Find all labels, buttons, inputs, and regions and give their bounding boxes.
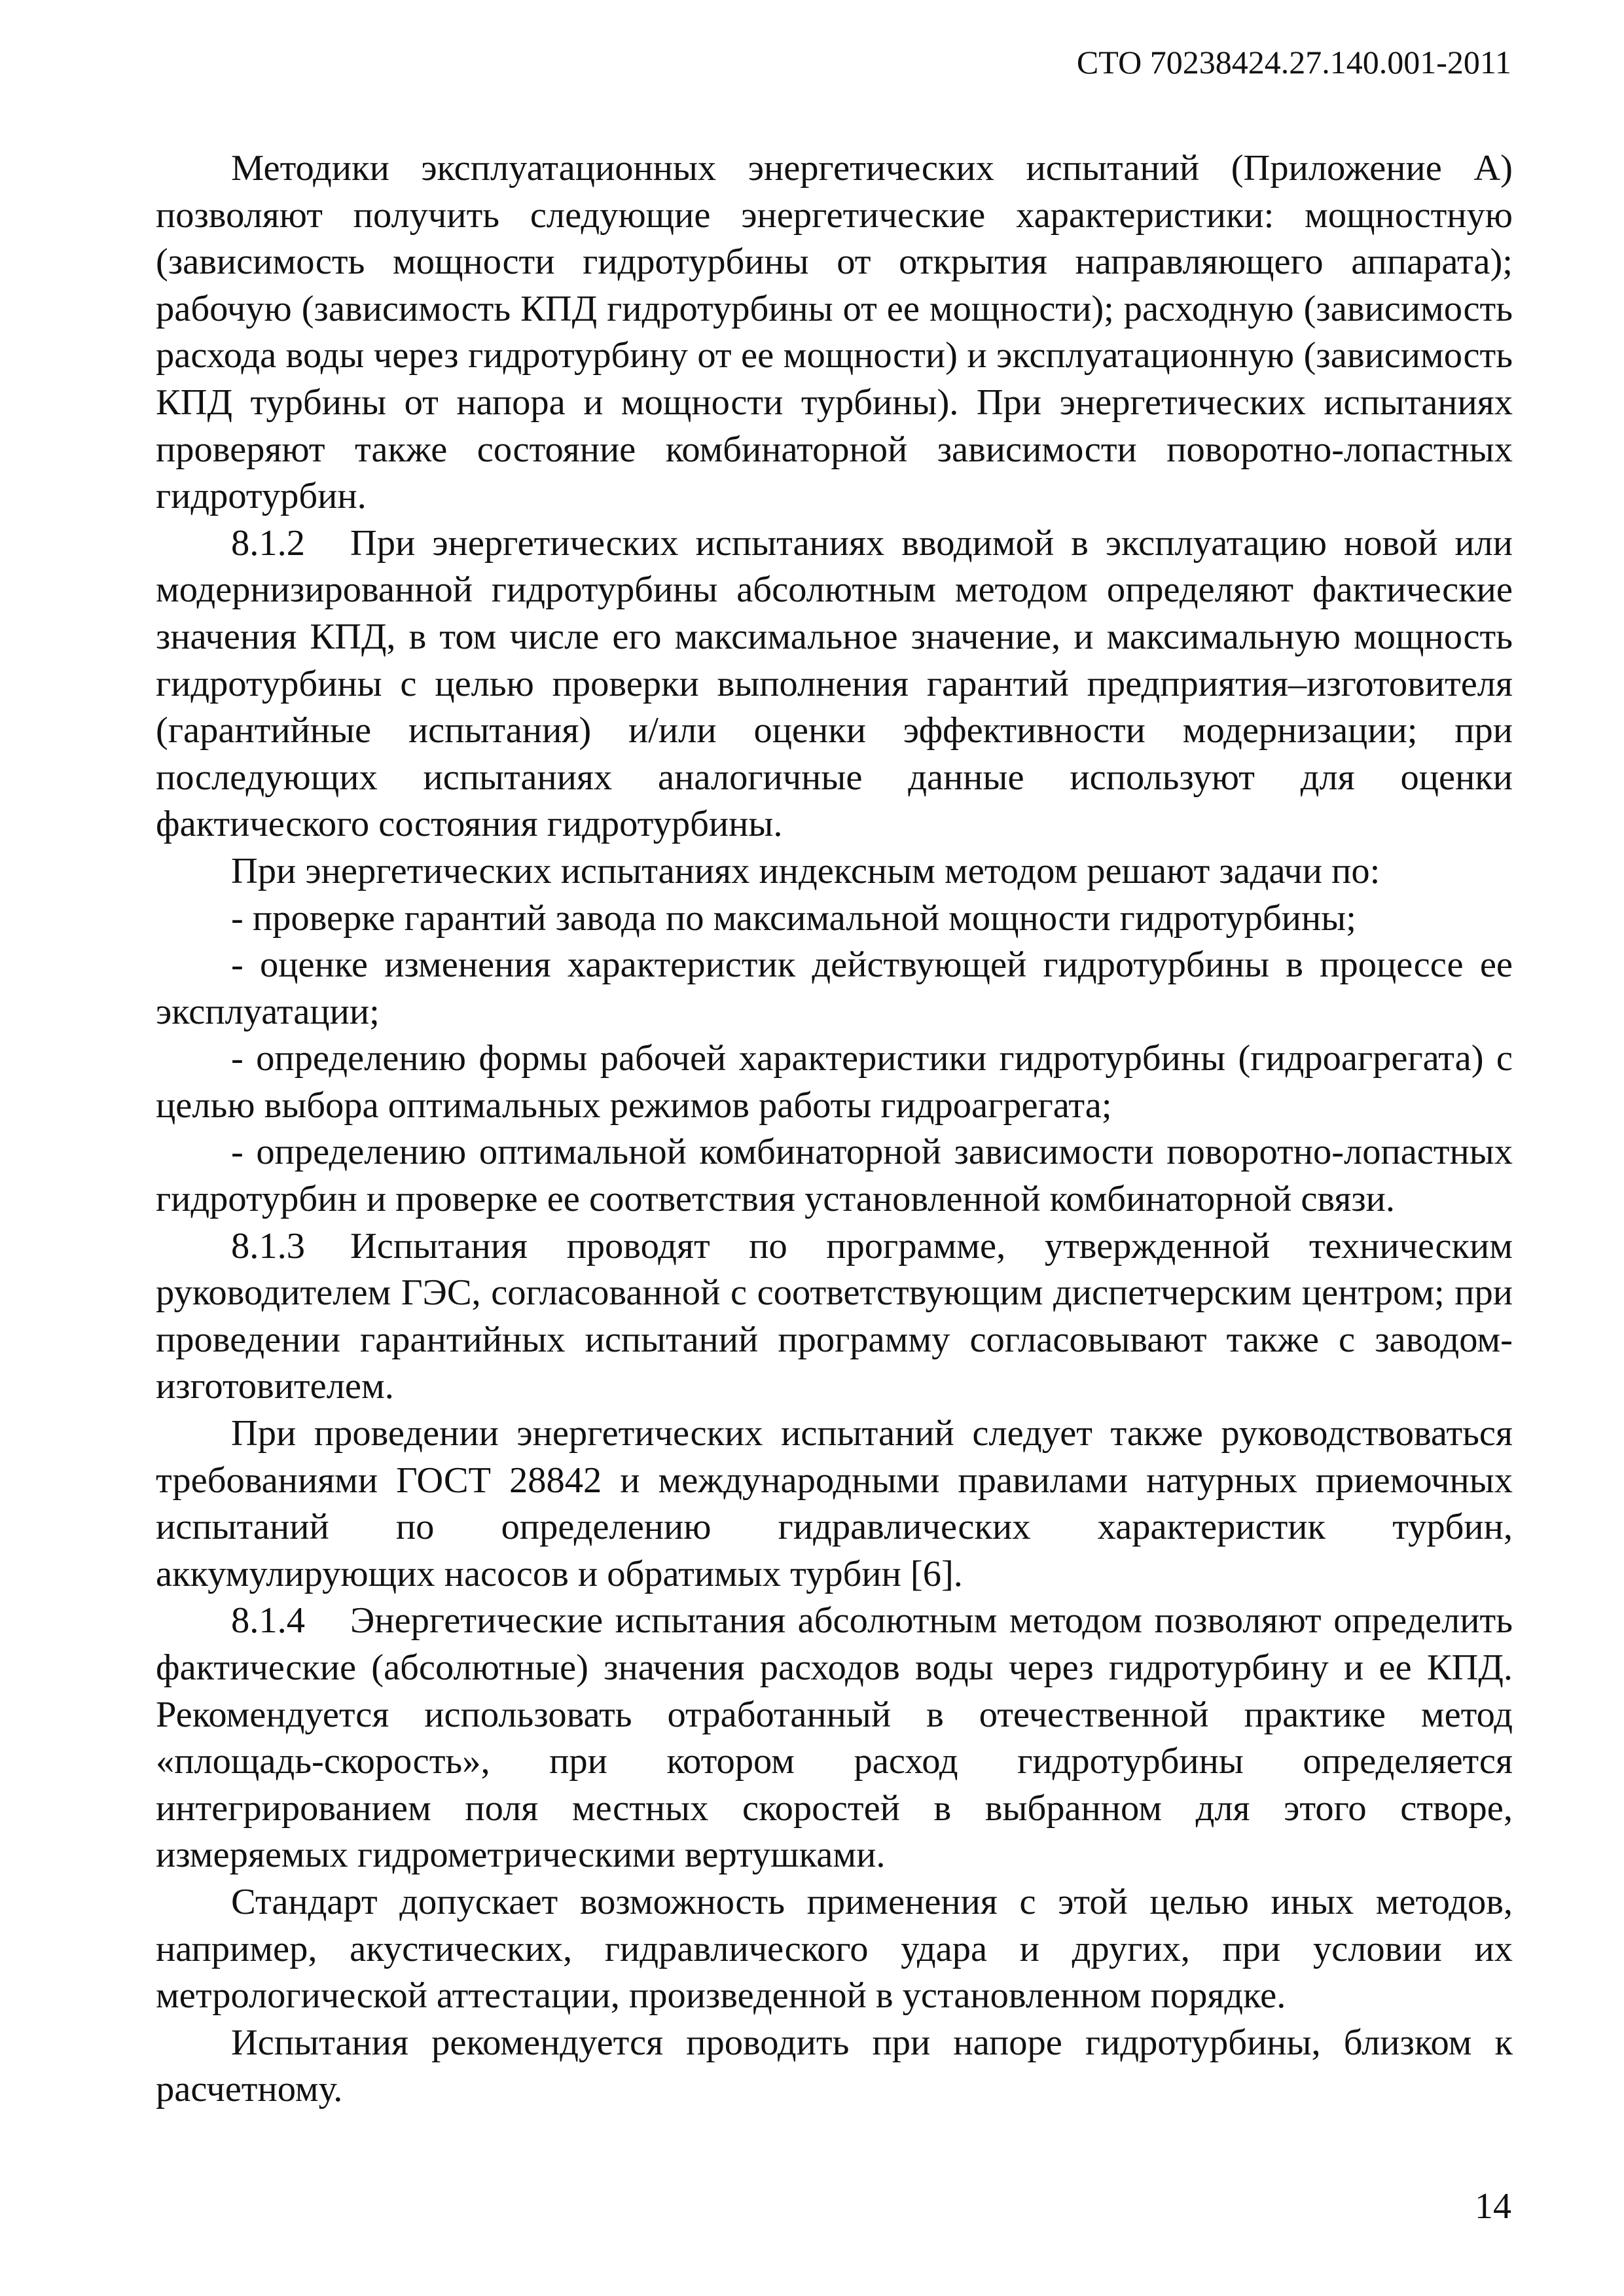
paragraph-index-method-intro: При энергетических испытаниях индексным методом решают задачи по:	[231, 850, 1380, 891]
document-code: СТО 70238424.27.140.001-2011	[1076, 44, 1511, 81]
document-body	[156, 145, 1513, 2113]
paragraph-energy-characteristics: Методики эксплуатационных энергетических испытаний (Приложение А) позволяют получить следующие энергетические характеристики: мощностную (зависимость мощности гидротурбины от открытия направляющего аппарата); рабочую (зависимость КПД гидротурбины от ее мощности); расходную (зависимость расхода воды через гидротурбину от ее мощности) и эксплуатационную (зависимость КПД турбины от напора и мощности турбины). При энергетических испытаниях проверяют также состояние комбинаторной зависимости поворотно-лопастных гидротурбин.	[156, 148, 1513, 517]
page-number: 14	[1475, 2186, 1511, 2227]
clause-8-1-2	[156, 520, 1513, 848]
paragraph-head-recommendation: Испытания рекомендуется проводить при напоре гидротурбины, близком к расчетному.	[156, 2022, 1513, 2110]
paragraph-standard-methods: Стандарт допускает возможность применения с этой целью иных методов, например, акустических, гидравлического удара и других, при условии их метрологической аттестации, произведенной в установленном порядке.	[156, 1881, 1513, 2017]
clause-8-1-4	[156, 1598, 1513, 1879]
clause-text: Энергетические испытания абсолютным методом позволяют определить фактические (абсолютные) значения расходов воды через гидротурбину и ее КПД. Рекомендуется использовать отработанный в отечественной практике метод «площадь-скорость», при котором расход гидротурбины определяется интегрированием поля местных скоростей в выбранном для этого створе, измеряемых гидрометрическими вертушками.	[156, 1600, 1513, 1876]
clause-number: 8.1.3	[231, 1225, 305, 1266]
clause-number: 8.1.4	[231, 1600, 305, 1641]
clause-number: 8.1.2	[231, 522, 305, 564]
list-item-working-characteristic: - определению формы рабочей характеристики гидротурбины (гидроагрегата) с целью выбора оптимальных режимов работы гидроагрегата;	[156, 1038, 1513, 1126]
clause-text: Испытания проводят по программе, утвержденной техническим руководителем ГЭС, согласованной с соответствующим диспетчерским центром; при проведении гарантийных испытаний программу согласовывают также с заводом-изготовителем.	[156, 1225, 1513, 1407]
list-item-characteristics-change: - оценке изменения характеристик действующей гидротурбины в процессе ее эксплуатации;	[156, 944, 1513, 1032]
clause-text: При энергетических испытаниях вводимой в эксплуатацию новой или модернизированной гидротурбины абсолютным методом определяют фактические значения КПД, в том числе его максимальное значение, и максимальную мощность гидротурбины с целью проверки выполнения гарантий предприятия–изготовителя (гарантийные испытания) и/или оценки эффективности модернизации; при последующих испытаниях аналогичные данные используют для оценки фактического состояния гидротурбины.	[156, 522, 1513, 845]
clause-8-1-3	[156, 1223, 1513, 1410]
list-item-guarantee-check: - проверке гарантий завода по максимальной мощности гидротурбины;	[231, 897, 1356, 939]
paragraph-gost-reference: При проведении энергетических испытаний следует также руководствоваться требованиями ГОСТ 28842 и международными правилами натурных приемочных испытаний по определению гидравлических характеристик турбин, аккумулирующих насосов и обратимых турбин [6].	[156, 1413, 1513, 1594]
list-item-combinator-dependency: - определению оптимальной комбинаторной зависимости поворотно-лопастных гидротурбин и проверке ее соответствия установленной комбинаторной связи.	[156, 1132, 1513, 1220]
